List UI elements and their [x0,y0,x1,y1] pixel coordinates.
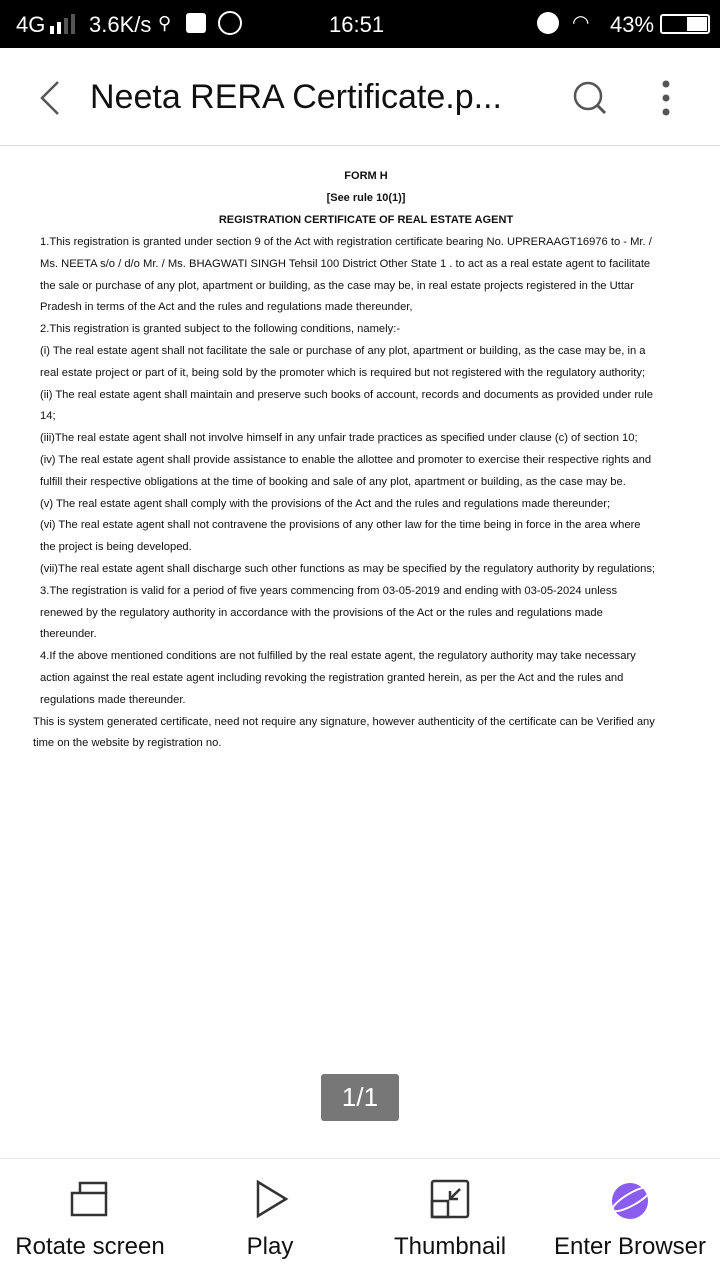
back-icon[interactable] [38,80,62,116]
certificate-text-line: 2.This registration is granted subject to the following conditions, namely:- [40,323,401,336]
thumbnail-label: Thumbnail [393,1233,507,1260]
rotate-label: Rotate screen [15,1233,165,1260]
wifi-icon: ◠ [572,12,590,34]
thumbnail-icon [430,1179,470,1219]
certificate-heading: REGISTRATION CERTIFICATE OF REAL ESTATE AGENT [218,214,514,226]
search-icon[interactable] [572,80,608,116]
certificate-text-line: Pradesh in terms of the Act and the rules and regulations made thereunder, [40,301,413,314]
pdf-page [0,148,720,1158]
form-heading: FORM H [344,170,388,182]
browser-label: Enter Browser [553,1233,707,1260]
more-options-icon[interactable] [660,78,672,118]
network-type: 4G [16,12,46,37]
certificate-text-line: fulfill their respective obligations at the time of booking and sale of any plot, apartment or building, as the case may be. [40,475,626,488]
clock: 16:51 [329,12,385,37]
thumbnail-button[interactable] [360,1159,540,1281]
bottom-toolbar [0,1158,720,1280]
rotate-screen-button[interactable] [0,1159,180,1281]
certificate-text-line: (iii)The real estate agent shall not involve himself in any unfair trade practices as specified under clause (c) of section 10; [40,432,638,445]
rotate-icon [70,1179,110,1219]
certificate-text-line: 14; [40,410,56,423]
status-bar [0,0,720,48]
play-icon [250,1179,290,1219]
certificate-text-line: 4.If the above mentioned conditions are not fulfilled by the real estate agent, the regulatory authority may take necessary [40,650,636,663]
browser-planet-icon [610,1179,654,1223]
certificate-text-line: (i) The real estate agent shall not facilitate the sale or purchase of any plot, apartment or building, as the case may be, in a [40,345,646,357]
battery-icon [660,14,710,34]
certificate-text-line: (ii) The real estate agent shall maintain and preserve such books of account, records and documents as provided under rule [40,388,653,401]
certificate-text-line: time on the website by registration no. [33,737,222,750]
network-speed: 3.6K/s [89,12,152,37]
battery-percent: 43% [610,12,655,37]
certificate-text-line: the sale or purchase of any plot, apartment or building, as the case may be, in real estate projects registered in the Uttar [40,279,634,292]
usb-debug-icon [186,13,206,33]
certificate-text-line: the project is being developed. [40,541,192,554]
certificate-text-line: (iv) The real estate agent shall provide assistance to enable the allottee and promoter to exercise their respective rights and [40,454,652,466]
certificate-text-line: 3.The registration is valid for a period of five years commencing from 03-05-2019 and ending with 03-05-2024 unless [40,584,618,597]
certificate-text-line: (vi) The real estate agent shall not contravene the provisions of any other law for the time being in force in the area where [40,519,641,532]
certificate-text-line: real estate project or part of it, being sold by the promoter which is required but not registered with the regulatory authority; [40,366,646,379]
app-bar [0,48,720,146]
certificate-text-line: Ms. NEETA s/o / d/o Mr. / Ms. BHAGWATI SINGH Tehsil 100 District Other State 1 . to act as a real estate agent to facilitate [40,257,651,270]
whatsapp-icon [218,11,242,35]
certificate-text-line: renewed by the regulatory authority in accordance with the provisions of the Act or the rules and regulations made [40,606,603,619]
certificate-text-line: (vii)The real estate agent shall discharge such other functions as may be specified by the regulatory authority by regulations; [40,563,656,575]
play-button[interactable] [180,1159,360,1281]
rule-heading: [See rule 10(1)] [326,192,406,204]
page-indicator: 1/1 [321,1074,399,1121]
enter-browser-button[interactable] [540,1159,720,1281]
certificate-text-line: 1.This registration is granted under section 9 of the Act with registration certificate bearing No. UPRERAAGT16976 to - Mr. / [40,236,652,248]
certificate-text-line: action against the real estate agent including revoking the registration granted herein, as per the Act and the rules and [40,672,624,684]
play-label: Play [246,1233,294,1260]
usb-icon: ⚲ [158,13,172,33]
alarm-icon [537,12,559,34]
document-title: Neeta RERA Certificate.p... [90,78,502,116]
signal-icon [50,14,76,40]
certificate-text-line: thereunder. [40,628,97,641]
certificate-text-line: This is system generated certificate, need not require any signature, however authenticity of the certificate can be Verified any [33,715,655,728]
certificate-text-line: regulations made thereunder. [40,693,186,706]
certificate-text-line: (v) The real estate agent shall comply with the provisions of the Act and the rules and regulations made thereunder; [40,497,611,510]
